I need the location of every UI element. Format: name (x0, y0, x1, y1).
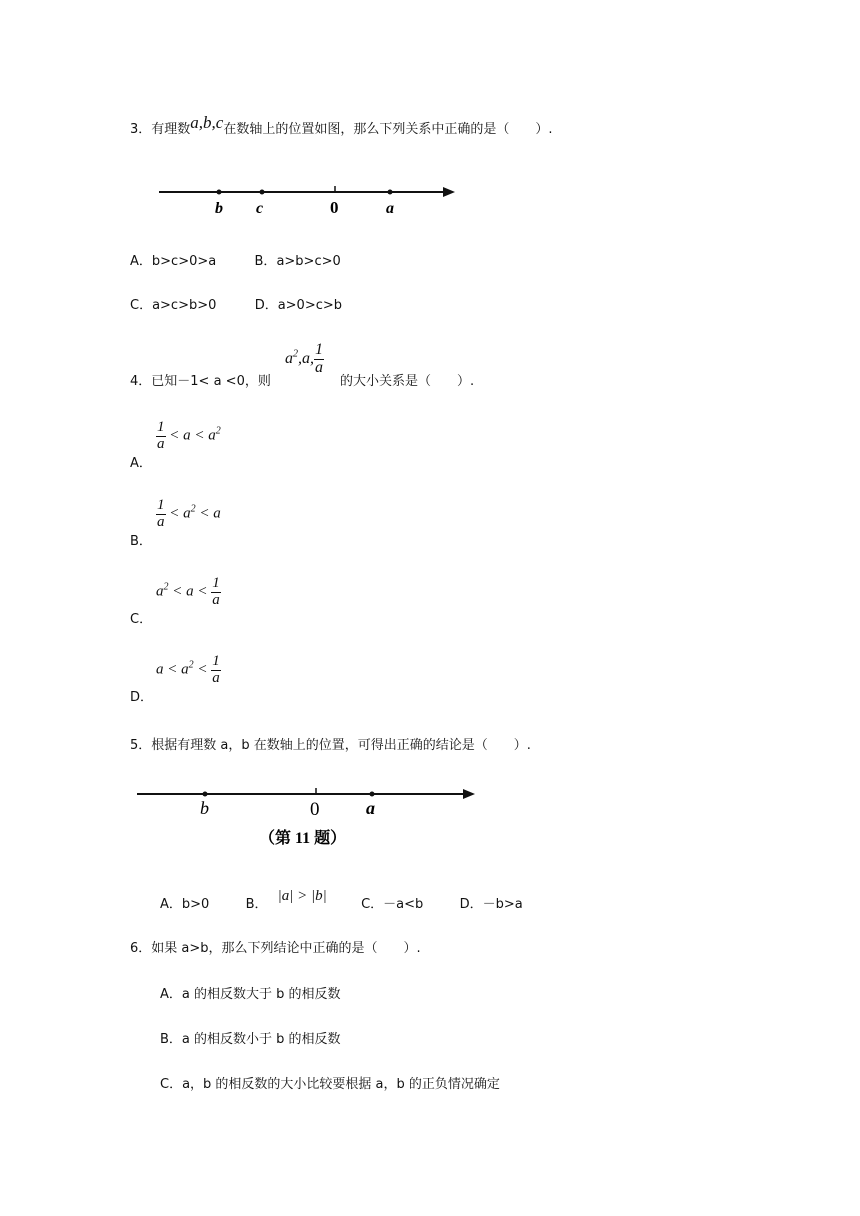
question-6-text: 如果 a>b，那么下列结论中正确的是（ ）. (151, 941, 421, 956)
question-3-number-line (155, 176, 465, 220)
question-4-option-a-expression: $\frac{1}{a}$ < $a < a^2$ (157, 419, 221, 452)
option-text: a>0>c>b (277, 298, 343, 313)
option-text: a>c>b>0 (152, 298, 217, 313)
number-line-arrow (463, 789, 475, 799)
question-6-option-c (160, 1073, 500, 1092)
fraction: $\frac{1}{a}$ (315, 341, 323, 376)
question-4-option-b-letter: B． (130, 534, 152, 549)
option-letter: D． (459, 897, 483, 912)
point-c (260, 190, 265, 195)
option-letter: C． (130, 298, 153, 313)
axis-label-0: 0 (330, 198, 339, 217)
question-3-number: 3． (130, 122, 152, 137)
question-5-stem (130, 734, 531, 753)
question-3-vars: a,b,c (190, 113, 224, 132)
question-5-number: 5． (130, 738, 152, 753)
option-text: a 的相反数大于 b 的相反数 (181, 987, 341, 1002)
option-letter: B． (254, 254, 277, 269)
question-4-suffix: 的大小关系是（ ）. (340, 374, 475, 389)
question-6-number: 6． (130, 941, 152, 956)
option-letter: A． (130, 254, 152, 269)
axis-label-a: a (366, 798, 375, 818)
question-5-options (160, 888, 523, 913)
axis-label-a: a (386, 200, 394, 217)
question-4-option-c-expression: $a^2 < a$ < $\frac{1}{a}$ (156, 575, 220, 608)
question-4-prefix: 已知－1< a <0，则 (151, 374, 271, 389)
option-letter: B． (160, 1032, 182, 1047)
option-letter: A． (160, 897, 182, 912)
point-b (203, 792, 208, 797)
option-letter: C． (160, 1077, 183, 1092)
question-4-stem-start (130, 370, 271, 389)
question-4-option-b-expression: $\frac{1}{a}$ < $a^2 < a$ (157, 497, 221, 530)
option-text: a，b 的相反数的大小比较要根据 a，b 的正负情况确定 (182, 1077, 500, 1092)
question-4-number: 4． (130, 374, 152, 389)
option-text: |a| > |b| (277, 888, 327, 904)
option-letter: B． (245, 897, 268, 912)
option-text: －b>a (482, 897, 523, 912)
question-4-option-d-expression: $a < a^2$ < $\frac{1}{a}$ (156, 653, 220, 686)
question-3-stem (130, 113, 553, 138)
option-text: b>c>0>a (151, 254, 217, 269)
point-a (388, 190, 393, 195)
number-line-arrow (443, 187, 455, 197)
question-5-number-line (135, 780, 480, 852)
question-5-text: 根据有理数 a，b 在数轴上的位置，可得出正确的结论是（ ）. (151, 738, 531, 753)
axis-label-0: 0 (310, 799, 320, 820)
question-6-stem (130, 937, 421, 956)
question-4-option-c-letter: C． (130, 612, 153, 627)
option-letter: A． (160, 987, 182, 1002)
question-3-prefix: 有理数 (151, 122, 191, 137)
question-6-option-b (160, 1028, 341, 1047)
question-6-option-a (160, 983, 341, 1002)
question-3-options-row-2 (130, 294, 342, 313)
question-4-expression: $a^2,a$, $\frac{1}{a}$ (285, 341, 323, 376)
option-text: b>0 (181, 897, 210, 912)
option-text: a 的相反数小于 b 的相反数 (181, 1032, 341, 1047)
question-3-suffix: 在数轴上的位置如图，那么下列关系中正确的是（ ）. (223, 122, 553, 137)
axis-label-b: b (215, 200, 223, 217)
point-b (217, 190, 222, 195)
axis-label-b: b (200, 798, 209, 818)
figure-caption: （第 11 题） (259, 830, 347, 847)
option-text: a>b>c>0 (276, 254, 341, 269)
question-4-option-a-letter: A． (130, 456, 152, 471)
point-a (370, 792, 375, 797)
option-text: －a<b (383, 897, 424, 912)
option-letter: C． (361, 897, 384, 912)
question-4-option-d-letter: D． (130, 690, 154, 705)
axis-label-c: c (256, 200, 264, 217)
option-letter: D． (254, 298, 278, 313)
question-3-options-row-1 (130, 250, 341, 269)
